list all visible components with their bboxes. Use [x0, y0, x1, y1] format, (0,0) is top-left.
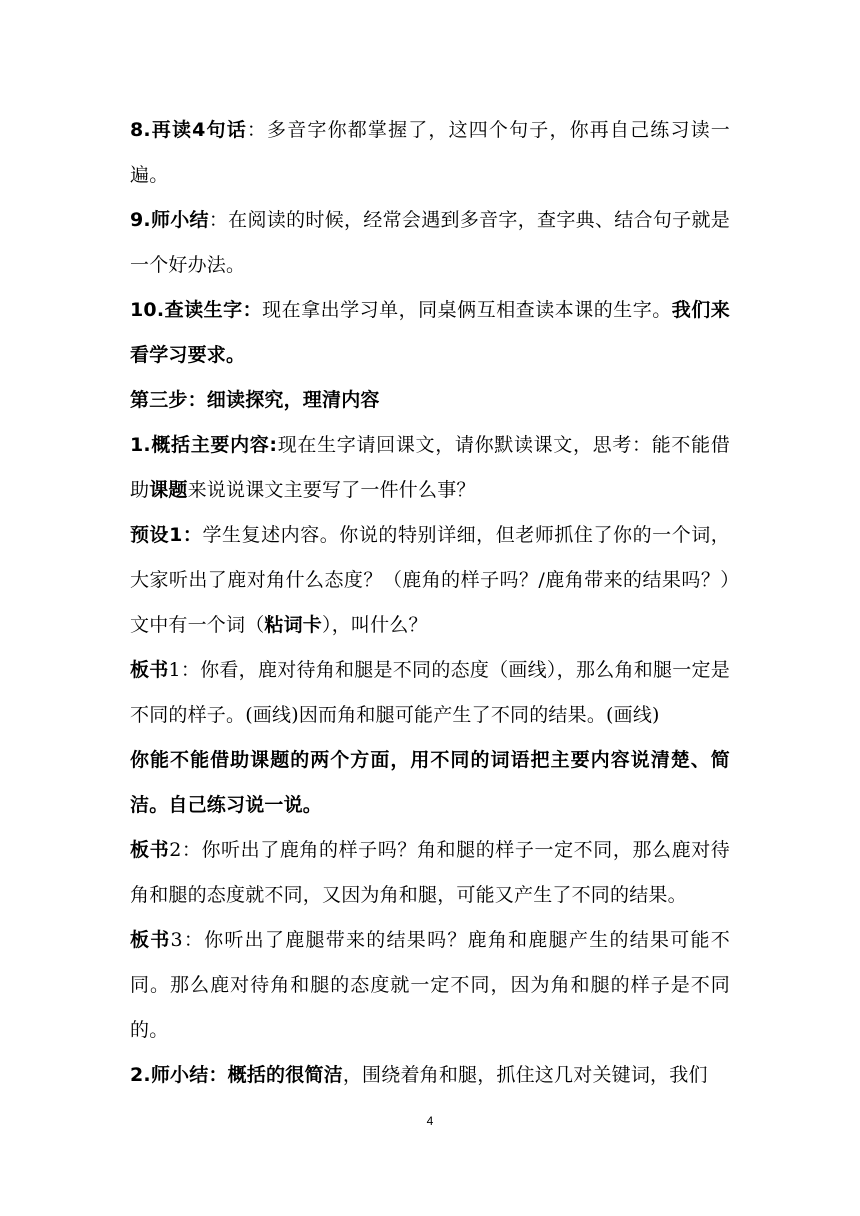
summarize-text-end: 来说说课文主要写了一件什么事？	[187, 479, 476, 501]
step-10-emphasis: 我们来看学习要求。	[130, 299, 730, 366]
step-9-text: ：在阅读的时候，经常会遇到多音字，查字典、结合句子就是一个好办法。	[130, 209, 730, 276]
section-heading-text: 第三步：细读探究，理清内容	[130, 389, 380, 411]
page-number: 4	[426, 1114, 434, 1128]
summarize-text: 现在生字请回课文，请你默读课文，思考：能不能借助	[130, 434, 730, 501]
board-1-heading: 板书	[130, 659, 169, 681]
board-1-text: 1：你看，鹿对待角和腿是不同的态度（画线），那么角和腿一定是不同的样子。(画线)因而角和腿可能产生了不同的结果。(画线)	[130, 659, 730, 726]
preset-1-heading: 预设1：	[130, 524, 203, 546]
paragraph-preset-1	[130, 513, 730, 648]
paragraph-board-3	[130, 918, 730, 1053]
paragraph-step-9	[130, 198, 730, 288]
paragraph-teacher-summary	[130, 1053, 730, 1098]
teacher-summary-heading: 2.师小结：概括的很简洁	[130, 1064, 343, 1086]
board-2-heading: 板书	[130, 839, 170, 861]
board-2-text: 2：你听出了鹿角的样子吗？角和腿的样子一定不同，那么鹿对待角和腿的态度就不同，又因为角和腿，可能又产生了不同的结果。	[130, 839, 731, 906]
preset-1-text-end: ），叫什么？	[322, 614, 428, 636]
step-9-heading: 9.师小结	[130, 209, 209, 231]
paragraph-instruction	[130, 738, 730, 828]
step-8-heading: 8.再读4句话	[130, 119, 247, 141]
step-10-heading: 10.查读生字：	[130, 299, 263, 321]
paragraph-step-8	[130, 108, 730, 198]
section-heading-step-3	[130, 378, 730, 423]
step-8-text: ：多音字你都掌握了，这四个句子，你再自己练习读一遍。	[130, 119, 730, 186]
preset-1-keyword: 粘词卡	[264, 614, 323, 636]
teacher-summary-text: ，围绕着角和腿，抓住这几对关键词，我们	[342, 1064, 708, 1086]
paragraph-step-10	[130, 288, 730, 378]
instruction-text: 你能不能借助课题的两个方面，用不同的词语把主要内容说清楚、简洁。自己练习说一说。	[130, 749, 730, 816]
board-3-text: 3：你听出了鹿腿带来的结果吗？鹿角和鹿腿产生的结果可能不同。那么鹿对待角和腿的态度就一定不同，因为角和腿的样子是不同的。	[130, 929, 730, 1041]
board-3-heading: 板书	[130, 929, 171, 951]
preset-1-text: 学生复述内容。你说的特别详细，但老师抓住了你的一个词，大家听出了鹿对角什么态度？（鹿角的样子吗？/鹿角带来的结果吗？）文中有一个词（	[130, 524, 730, 636]
paragraph-summarize	[130, 423, 730, 513]
step-10-text: 现在拿出学习单，同桌俩互相查读本课的生字。	[262, 299, 672, 321]
paragraph-board-2	[130, 828, 730, 918]
document-body	[130, 108, 730, 1098]
summarize-heading: 1.概括主要内容:	[130, 434, 278, 456]
summarize-keyword: 课题	[149, 479, 188, 501]
paragraph-board-1	[130, 648, 730, 738]
